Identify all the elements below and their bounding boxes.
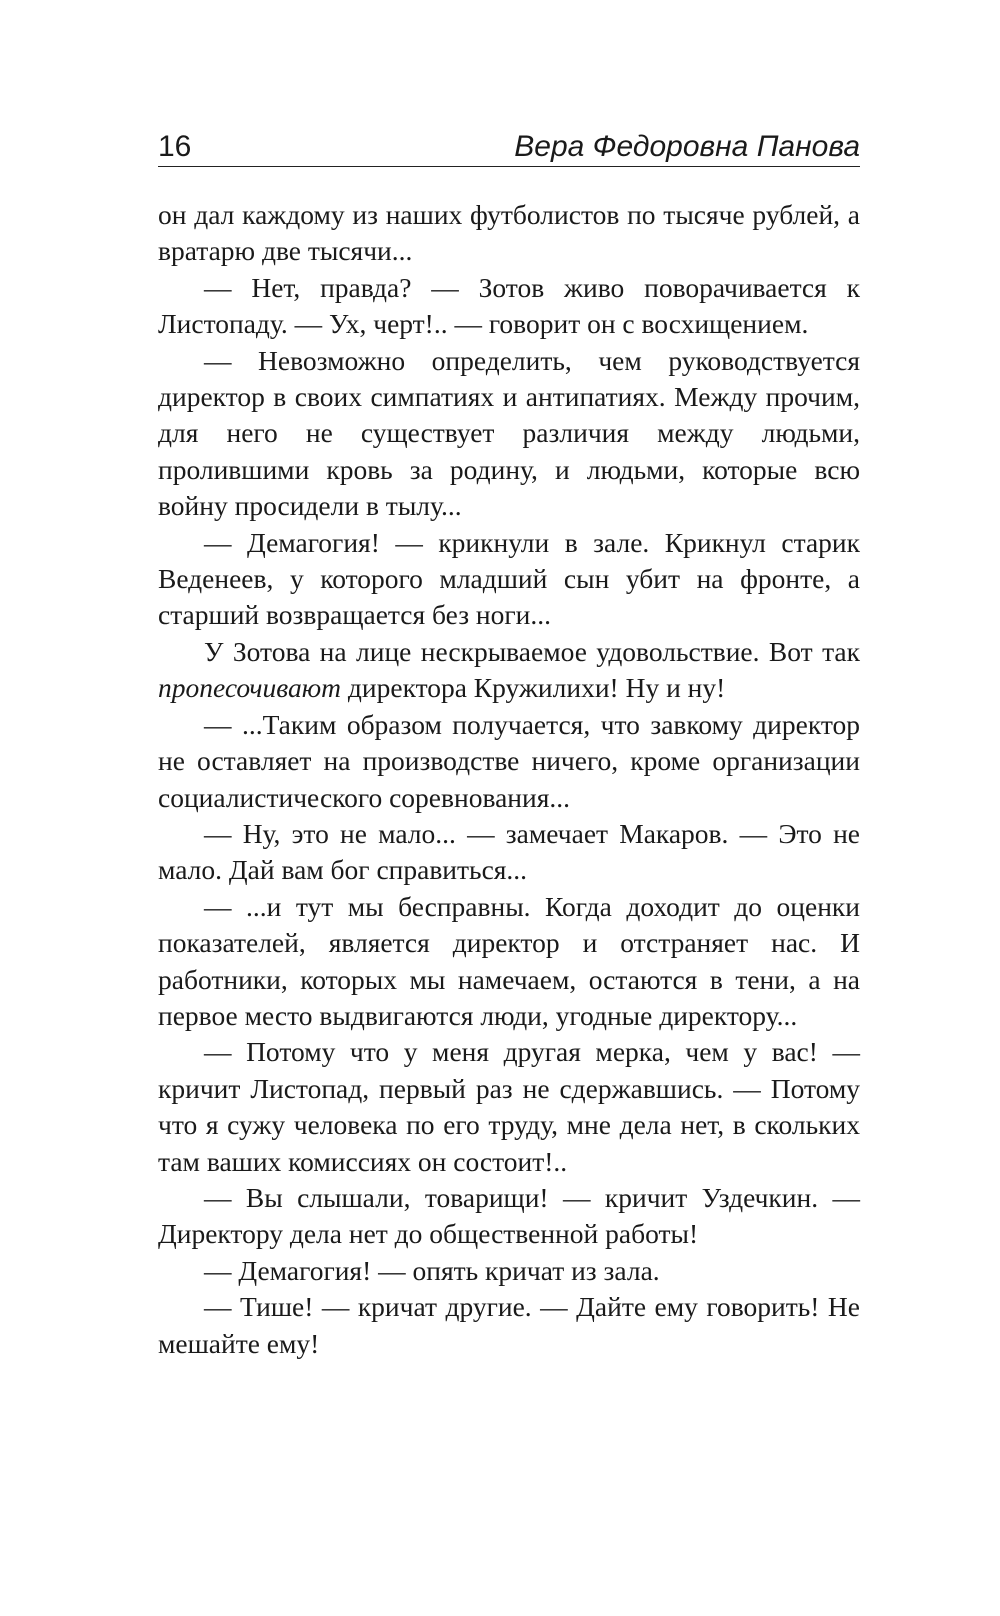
paragraph-text: директора Кружилихи! Ну и ну!: [341, 672, 726, 704]
paragraph: — Нет, правда? — Зотов живо поворачивается к Листопаду. — Ух, черт!.. — говорит он с восхищением.: [158, 271, 860, 340]
paragraph: — Вы слышали, товарищи! — кричит Уздечкин. — Директору дела нет до общественной работы!: [158, 1181, 860, 1250]
paragraph: — Ну, это не мало... — замечает Макаров. — Это не мало. Дай вам бог справиться...: [158, 817, 860, 886]
page-header: [158, 120, 860, 167]
paragraph: — Тише! — кричат другие. — Дайте ему говорить! Не мешайте ему!: [158, 1291, 860, 1359]
page-number: 16: [158, 130, 192, 163]
paragraph: — Демагогия! — крикнули в зале. Крикнул старик Веденеев, у которого младший сын убит на фронте, а старший возвращается без ноги...: [158, 526, 860, 631]
body-text: [158, 197, 860, 1362]
paragraph: — Демагогия! — опять кричат из зала.: [204, 1254, 660, 1286]
running-head: Вера Федоровна Панова: [514, 130, 860, 163]
paragraph: — Потому что у меня другая мерка, чем у вас! — кричит Листопад, первый раз не сдержавшись. — Потому что я сужу человека по его труду, мне дела нет, в скольких там ваших комиссиях он состоит!..: [158, 1036, 860, 1177]
paragraph-text: У Зотова на лице нескрываемое удовольствие. Вот так: [204, 635, 860, 667]
paragraph: он дал каждому из наших футболистов по тысяче рублей, а вратарю две тысячи...: [158, 199, 860, 267]
paragraph: — Невозможно определить, чем руководствуется директор в своих симпатиях и антипатиях. Между прочим, для него не существует различия между людьми, пролившими кровь за родину, и людьми, которые всю войну просидели в тылу...: [158, 344, 860, 522]
paragraph: [158, 634, 860, 707]
paragraph: — ...и тут мы бесправны. Когда доходит до оценки показателей, является директор и отстраняет нас. И работники, которых мы намечаем, остаются в тени, а на первое место выдвигаются люди, угодные директору...: [158, 890, 860, 1031]
paragraph: — ...Таким образом получается, что завкому директор не оставляет на производстве ничего, кроме организации социалистического соревнования...: [158, 708, 860, 813]
book-page: [158, 120, 860, 1362]
emphasized-word: пропесочивают: [158, 672, 342, 704]
